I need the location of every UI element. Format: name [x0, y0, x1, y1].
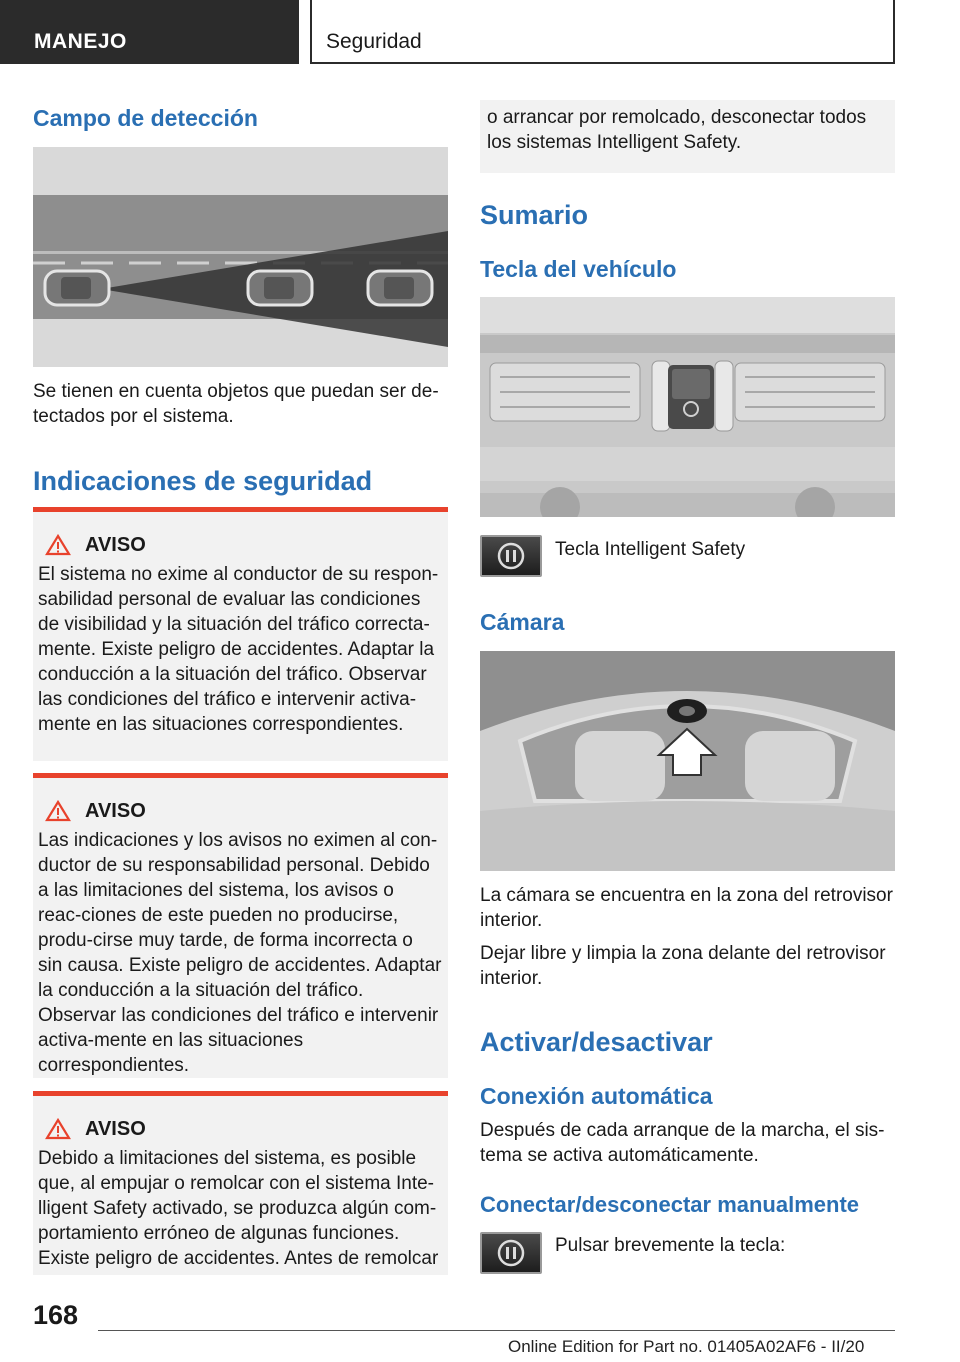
activate-heading: Activar/desactivar: [480, 1027, 713, 1057]
camera-location-illustration: [480, 651, 895, 871]
detection-heading: Campo de detección: [33, 105, 258, 131]
intelligent-safety-key-icon: [480, 1232, 542, 1274]
summary-heading: Sumario: [480, 200, 589, 230]
camera-heading: Cámara: [480, 609, 565, 635]
footer-divider: [98, 1330, 895, 1331]
edition-note: Online Edition for Part no. 01405A02AF6 - II/20: [508, 1337, 865, 1356]
car-icon: [45, 271, 109, 305]
warning-continued-text: o arrancar por remolcado, desconectar todos los sistemas Intelligent Safety.: [487, 107, 867, 153]
warning-label: AVISO: [85, 533, 146, 556]
manual-connect-heading: Conectar/desconectar manualmente: [480, 1192, 860, 1217]
chapter-tab: [310, 0, 895, 64]
car-icon: [368, 271, 432, 305]
detection-field-illustration: [33, 147, 448, 367]
page-number: 168: [33, 1300, 79, 1330]
warning-text: El sistema no exime al conductor de su respon-sabilidad personal de evaluar las condiciones de visibilidad y la situación del tráfico correcta-mente. Existe peligro de accidentes. Adaptar la conducción a la situación del tráfico. Observar las condiciones del tráfico e intervenir activa-mente en las situaciones correspondientes.: [38, 564, 439, 735]
detection-text: Se tienen en cuenta objetos que puedan ser de-tectados por el sistema.: [33, 381, 439, 427]
warning-box: [33, 773, 448, 1078]
warning-text: Debido a limitaciones del sistema, es posible que, al empujar o remolcar con el sistema Inte-lligent Safety activado, se produzca algún com-portamiento erróneo de algunas funciones. Existe peligro de accidentes. Antes de remolcar: [38, 1148, 439, 1269]
vehicle-key-heading: Tecla del vehículo: [480, 256, 677, 282]
warning-box: [33, 1091, 448, 1275]
chapter-label: Seguridad: [326, 30, 422, 53]
intelligent-safety-key-icon: [480, 535, 542, 577]
warning-box: [33, 507, 448, 761]
manual-connect-text: Pulsar brevemente la tecla:: [555, 1235, 786, 1256]
auto-connect-heading: Conexión automática: [480, 1083, 713, 1109]
car-icon: [248, 271, 312, 305]
warning-label: AVISO: [85, 1117, 146, 1140]
warning-continuation: [480, 100, 895, 173]
warning-text: Las indicaciones y los avisos no eximen al con-ductor de su responsabilidad personal. Debido a las limitaciones del sistema, los avisos o reac-ciones de este pueden no producirse, produ-cirse muy tarde, de forma incorrecta o sin causa. Existe peligro de accidentes. Adaptar la conducción a la situación del tráfico. Observar las condiciones del tráfico e intervenir activa-mente en las situaciones correspondientes.: [38, 830, 442, 1076]
section-tab: [0, 0, 299, 64]
safety-heading: Indicaciones de seguridad: [33, 466, 373, 496]
warning-triangle-icon: [45, 800, 71, 822]
auto-connect-text: Después de cada arranque de la marcha, el sis-tema se activa automáticamente.: [480, 1120, 885, 1166]
warning-triangle-icon: [45, 1118, 71, 1140]
warning-triangle-icon: [45, 534, 71, 556]
warning-label: AVISO: [85, 799, 146, 822]
section-label: MANEJO: [34, 30, 127, 53]
dashboard-button-illustration: [480, 297, 895, 517]
camera-text-1: La cámara se encuentra en la zona del retrovisor interior.: [480, 885, 893, 931]
camera-text-2: Dejar libre y limpia la zona delante del retrovisor interior.: [480, 943, 886, 989]
vehicle-key-caption: Tecla Intelligent Safety: [555, 539, 746, 560]
